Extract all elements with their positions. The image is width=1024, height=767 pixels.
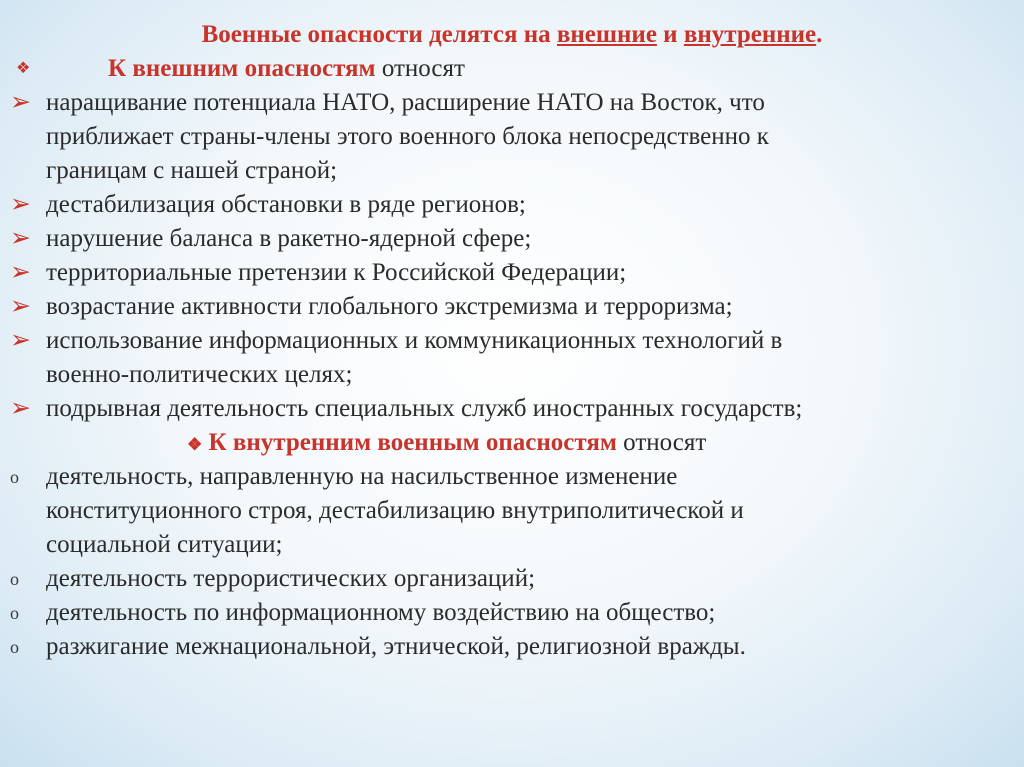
arrow-bullet-icon: ➢ [10,259,31,286]
list-item-text: конституционного строя, дестабилизацию внутриполитической и [46,497,744,524]
circle-bullet-icon: o [10,569,19,589]
list-item-text: территориальные претензии к Российской Федерации; [46,259,627,286]
list-item-text: разжигание межнациональной, этнической, религиозной вражды. [46,633,746,660]
list-item-text: дестабилизация обстановки в ряде регионов; [46,191,526,218]
list-item-text: военно-политических целях; [46,361,353,388]
internal-header-bold: К внутренним военным опасностям [208,429,617,456]
title-internal: внутренние [683,21,817,48]
arrow-bullet-icon: ➢ [10,395,31,422]
circle-bullet-icon: o [10,603,19,623]
arrow-bullet-icon: ➢ [10,293,31,320]
diamond-bullet-icon: ❖ [16,60,31,77]
list-item-text: деятельность, направленную на насильственное изменение [46,463,678,490]
arrow-bullet-icon: ➢ [10,89,31,116]
arrow-bullet-icon: ➢ [10,225,31,252]
title-and: и [656,21,684,48]
list-item-text: наращивание потенциала НАТО, расширение НАТО на Восток, что [46,89,765,116]
slide-title [0,18,1024,52]
title-external: внешние [556,21,657,48]
list-item-text: подрывная деятельность специальных служб иностранных государств; [46,395,803,422]
circle-bullet-icon: o [10,467,19,487]
list-item-text: социальной ситуации; [46,531,283,558]
diamond-bullet-icon: ❖ [187,435,203,454]
list-item-text: возрастание активности глобального экстремизма и терроризма; [46,293,733,320]
internal-header-rest: относят [616,429,707,456]
arrow-bullet-icon: ➢ [10,191,31,218]
external-header-bold: К внешним опасностям [108,55,376,82]
list-item-text: использование информационных и коммуникационных технологий в [46,327,783,354]
list-item-text: деятельность террористических организаций; [46,565,536,592]
title-prefix: Военные опасности делятся на [201,21,557,48]
list-item-text: нарушение баланса в ракетно-ядерной сфере; [46,225,532,252]
arrow-bullet-icon: ➢ [10,327,31,354]
circle-bullet-icon: o [10,637,19,657]
external-header-rest: относят [375,55,465,82]
list-item-text: границам с нашей страной; [46,157,338,184]
list-item-text: деятельность по информационному воздействию на общество; [46,599,716,626]
list-item-text: приближает страны-члены этого военного блока непосредственно к [46,123,769,150]
title-end: . [816,21,823,48]
